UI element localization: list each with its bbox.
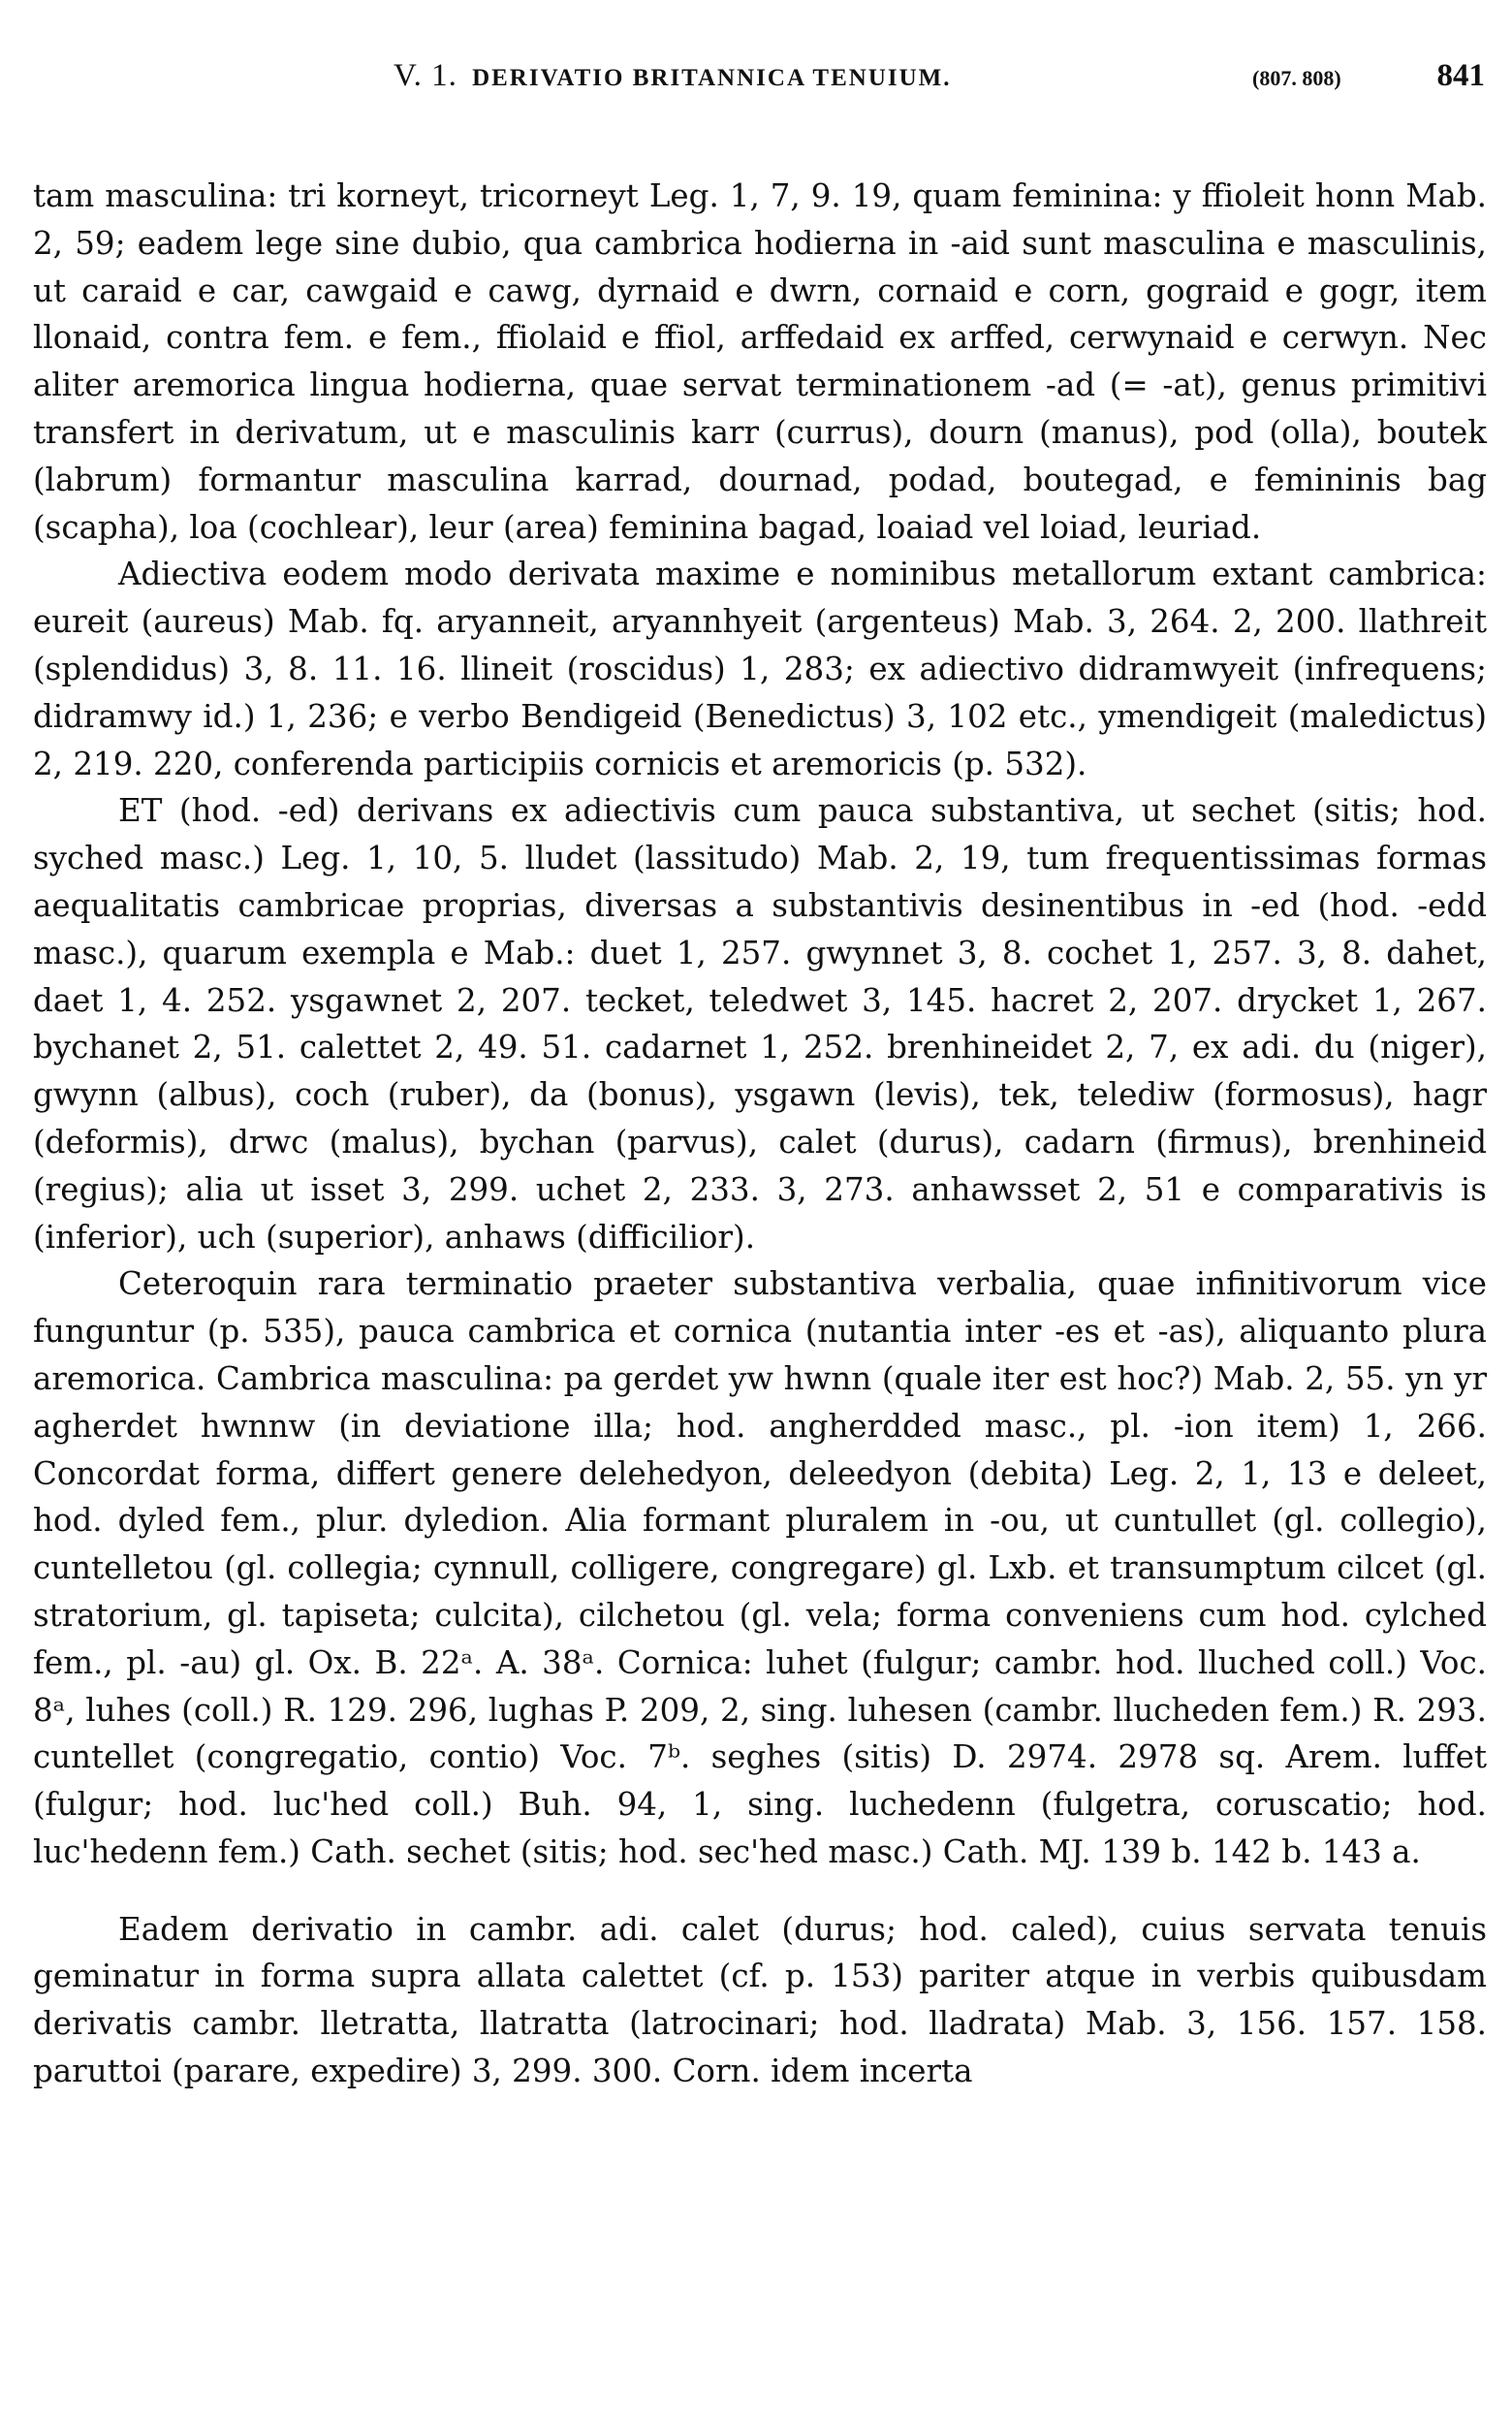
column-reference: (807. 808) — [1252, 66, 1341, 90]
body-text — [33, 173, 1487, 2095]
page-number: 841 — [1436, 58, 1485, 93]
paragraph: tam masculina: tri korneyt, tricorneyt Leg. 1, 7, 9. 19, quam feminina: y ffioleit honn Mab. 2, 59; eadem lege sine dubio, qua cambrica hodierna in -aid sunt masculina e masculinis, ut caraid e car, cawgaid e cawg, dyrnaid e dwrn, cornaid e corn, gograid e gogr, item llonaid, contra fem. e fem., ffiolaid e ffiol, arffedaid ex arffed, cerwynaid e cerwyn. Nec aliter aremorica lingua hodierna, quae servat terminationem -ad (= -at), genus primitivi transfert in derivatum, ut e masculinis karr (currus), dourn (manus), pod (olla), boutek (labrum) formantur masculina karrad, dournad, podad, boutegad, e femininis bag (scapha), loa (cochlear), leur (area) feminina bagad, loaiad vel loiad, leuriad. — [33, 177, 1487, 546]
running-head — [33, 58, 1487, 116]
paragraph: Eadem derivatio in cambr. adi. calet (durus; hod. caled), cuius servata tenuis geminatur in forma supra allata calettet (cf. p. 153) pariter atque in verbis quibusdam derivatis cambr. lletratta, llatratta (latrocinari; hod. lladrata) Mab. 3, 156. 157. 158. paruttoi (parare, expedire) 3, 299. 300. Corn. idem incerta — [33, 1910, 1487, 2090]
section-number: V. 1. — [394, 58, 457, 93]
book-page — [33, 58, 1487, 2385]
paragraph: Adiectiva eodem modo derivata maxime e nominibus metallorum extant cambrica: eureit (aureus) Mab. fq. aryanneit, aryannhyeit (argenteus) Mab. 3, 264. 2, 200. llathreit (splendidus) 3, 8. 11. 16. llineit (roscidus) 1, 283; ex adiectivo didramwyeit (infrequens; didramwy id.) 1, 236; e verbo Bendigeid (Benedictus) 3, 102 etc., ymendigeit (maledictus) 2, 219. 220, conferenda participiis cornicis et aremoricis (p. 532). — [33, 556, 1487, 782]
running-title — [394, 58, 952, 94]
paragraph: Ceteroquin rara terminatio praeter substantiva verbalia, quae infinitivorum vice funguntur (p. 535), pauca cambrica et cornica (nutantia inter -es et -as), aliquanto plura aremorica. Cambrica masculina: pa gerdet yw hwnn (quale iter est hoc?) Mab. 2, 55. yn yr agherdet hwnnw (in deviatione illa; hod. angherdded masc., pl. -ion item) 1, 266. Concordat forma, differt genere delehedyon, deleedyon (debita) Leg. 2, 1, 13 e deleet, hod. dyled fem., plur. dyledion. Alia formant pluralem in -ou, ut cuntullet (gl. collegio), cuntelletou (gl. collegia; cynnull, colligere, congregare) gl. Lxb. et transumptum cilcet (gl. stratorium, gl. tapiseta; culcita), cilchetou (gl. vela; forma conveniens cum hod. cylched fem., pl. -au) gl. Ox. B. 22ᵃ. A. 38ᵃ. Cornica: luhet (fulgur; cambr. hod. lluched coll.) Voc. 8ᵃ, luhes (coll.) R. 129. 296, lughas P. 209, 2, sing. luhesen (cambr. llucheden fem.) R. 293. cuntellet (congregatio, contio) Voc. 7ᵇ. seghes (sitis) D. 2974. 2978 sq. Arem. luffet (fulgur; hod. luc'hed coll.) Buh. 94, 1, sing. luchedenn (fulgetra, coruscatio; hod. luc'hedenn fem.) Cath. sechet (sitis; hod. sec'hed masc.) Cath. MJ. 139 b. 142 b. 143 a. — [33, 1265, 1487, 1870]
chapter-title: DERIVATIO BRITANNICA TENUIUM. — [472, 65, 952, 91]
paragraph: ET (hod. -ed) derivans ex adiectivis cum pauca substantiva, ut sechet (sitis; hod. syched masc.) Leg. 1, 10, 5. lludet (lassitudo) Mab. 2, 19, tum frequentissimas formas aequalitatis cambricae proprias, diversas a substantivis desinentibus in -ed (hod. -edd masc.), quarum exempla e Mab.: duet 1, 257. gwynnet 3, 8. cochet 1, 257. 3, 8. dahet, daet 1, 4. 252. ysgawnet 2, 207. tecket, teledwet 3, 145. hacret 2, 207. drycket 1, 267. bychanet 2, 51. calettet 2, 49. 51. cadarnet 1, 252. brenhineidet 2, 7, ex adi. du (niger), gwynn (albus), coch (ruber), da (bonus), ysgawn (levis), tek, telediw (formosus), hagr (deformis), drwc (malus), bychan (parvus), calet (durus), cadarn (firmus), brenhineid (regius); alia ut isset 3, 299. uchet 2, 233. 3, 273. anhawsset 2, 51 e comparativis is (inferior), uch (superior), anhaws (difficilior). — [33, 792, 1487, 1256]
